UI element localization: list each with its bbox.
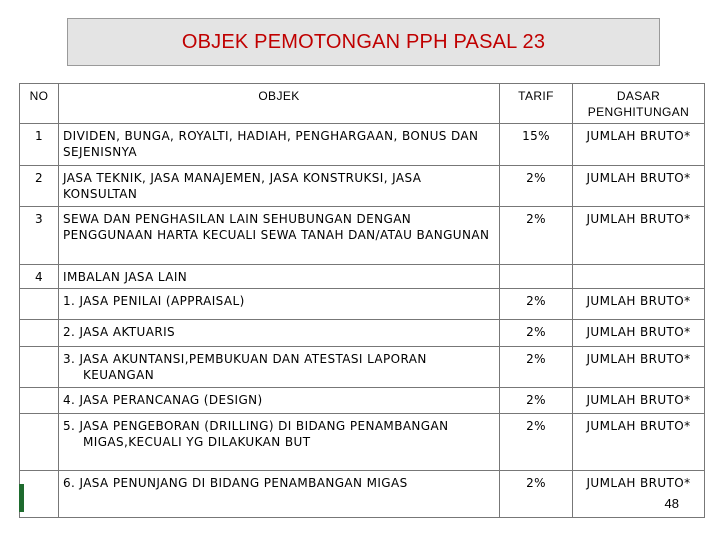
- sub-row-dasar: JUMLAH BRUTO*: [573, 289, 705, 320]
- sub-row-tarif: 2%: [500, 320, 573, 347]
- sub-row: [20, 414, 705, 471]
- row-objek: SEWA DAN PENGHASILAN LAIN SEHUBUNGAN DENGAN PENGGUNAAN HARTA KECUALI SEWA TANAH DAN/ATAU BANGUNAN: [59, 207, 500, 265]
- row-tarif: 2%: [500, 207, 573, 265]
- title-banner: [67, 18, 660, 66]
- sub-row: [20, 388, 705, 414]
- sub-row-objek: [59, 414, 500, 471]
- sub-row-objek-text: 1. JASA PENILAI (APPRAISAL): [63, 294, 245, 308]
- sub-row-tarif: 2%: [500, 414, 573, 471]
- pph23-table: [19, 83, 705, 518]
- header-dasar: [573, 84, 705, 124]
- row-no: 4: [20, 265, 59, 289]
- header-dasar-label: DASAR PENGHITUNGAN: [587, 89, 690, 119]
- sub-row-objek-text: 6. JASA PENUNJANG DI BIDANG PENAMBANGAN MIGAS: [63, 476, 408, 490]
- row-objek: IMBALAN JASA LAIN: [59, 265, 500, 289]
- table-row: [20, 124, 705, 166]
- sub-row-objek-text: 3. JASA AKUNTANSI,PEMBUKUAN DAN ATESTASI LAPORAN KEUANGAN: [63, 352, 427, 382]
- row-dasar: JUMLAH BRUTO*: [573, 207, 705, 265]
- row-objek: DIVIDEN, BUNGA, ROYALTI, HADIAH, PENGHARGAAN, BONUS DAN SEJENISNYA: [59, 124, 500, 166]
- sub-row-objek: [59, 289, 500, 320]
- header-tarif: TARIF: [500, 84, 573, 124]
- sub-row-no: [20, 320, 59, 347]
- row-tarif: 15%: [500, 124, 573, 166]
- sub-row-no: [20, 289, 59, 320]
- sub-row-objek: [59, 388, 500, 414]
- slide-footer-marker: [19, 484, 24, 512]
- row-dasar: JUMLAH BRUTO*: [573, 166, 705, 207]
- sub-row-dasar: JUMLAH BRUTO*: [573, 414, 705, 471]
- sub-row-tarif: 2%: [500, 388, 573, 414]
- sub-row-tarif: 2%: [500, 289, 573, 320]
- sub-row-no: [20, 414, 59, 471]
- table-row: [20, 265, 705, 289]
- page-number: 48: [664, 496, 679, 511]
- sub-row-objek: [59, 471, 500, 518]
- sub-row: [20, 289, 705, 320]
- row-dasar: JUMLAH BRUTO*: [573, 124, 705, 166]
- sub-row-dasar: JUMLAH BRUTO*: [573, 347, 705, 388]
- row-tarif: 2%: [500, 166, 573, 207]
- sub-row-dasar: JUMLAH BRUTO*: [573, 388, 705, 414]
- sub-row-objek-text: 5. JASA PENGEBORAN (DRILLING) DI BIDANG PENAMBANGAN MIGAS,KECUALI YG DILAKUKAN BUT: [63, 419, 449, 449]
- sub-row-tarif: 2%: [500, 347, 573, 388]
- sub-row-dasar: JUMLAH BRUTO*: [573, 471, 705, 518]
- sub-row-tarif: 2%: [500, 471, 573, 518]
- row-no: 3: [20, 207, 59, 265]
- header-objek: OBJEK: [59, 84, 500, 124]
- table-row: [20, 207, 705, 265]
- sub-row: [20, 320, 705, 347]
- sub-row-objek: [59, 320, 500, 347]
- sub-row-no: [20, 388, 59, 414]
- row-dasar: [573, 265, 705, 289]
- table-row: [20, 166, 705, 207]
- sub-row-no: [20, 347, 59, 388]
- sub-row-no: [20, 471, 59, 518]
- sub-row-dasar: JUMLAH BRUTO*: [573, 320, 705, 347]
- header-row: [20, 84, 705, 124]
- row-no: 2: [20, 166, 59, 207]
- row-tarif: [500, 265, 573, 289]
- header-no: NO: [20, 84, 59, 124]
- row-no: 1: [20, 124, 59, 166]
- page-title: OBJEK PEMOTONGAN PPH PASAL 23: [181, 30, 546, 53]
- row-objek: JASA TEKNIK, JASA MANAJEMEN, JASA KONSTRUKSI, JASA KONSULTAN: [59, 166, 500, 207]
- sub-row-objek-text: 4. JASA PERANCANAG (DESIGN): [63, 393, 263, 407]
- sub-row: [20, 347, 705, 388]
- sub-row: [20, 471, 705, 518]
- sub-row-objek-text: 2. JASA AKTUARIS: [63, 325, 176, 339]
- sub-row-objek: [59, 347, 500, 388]
